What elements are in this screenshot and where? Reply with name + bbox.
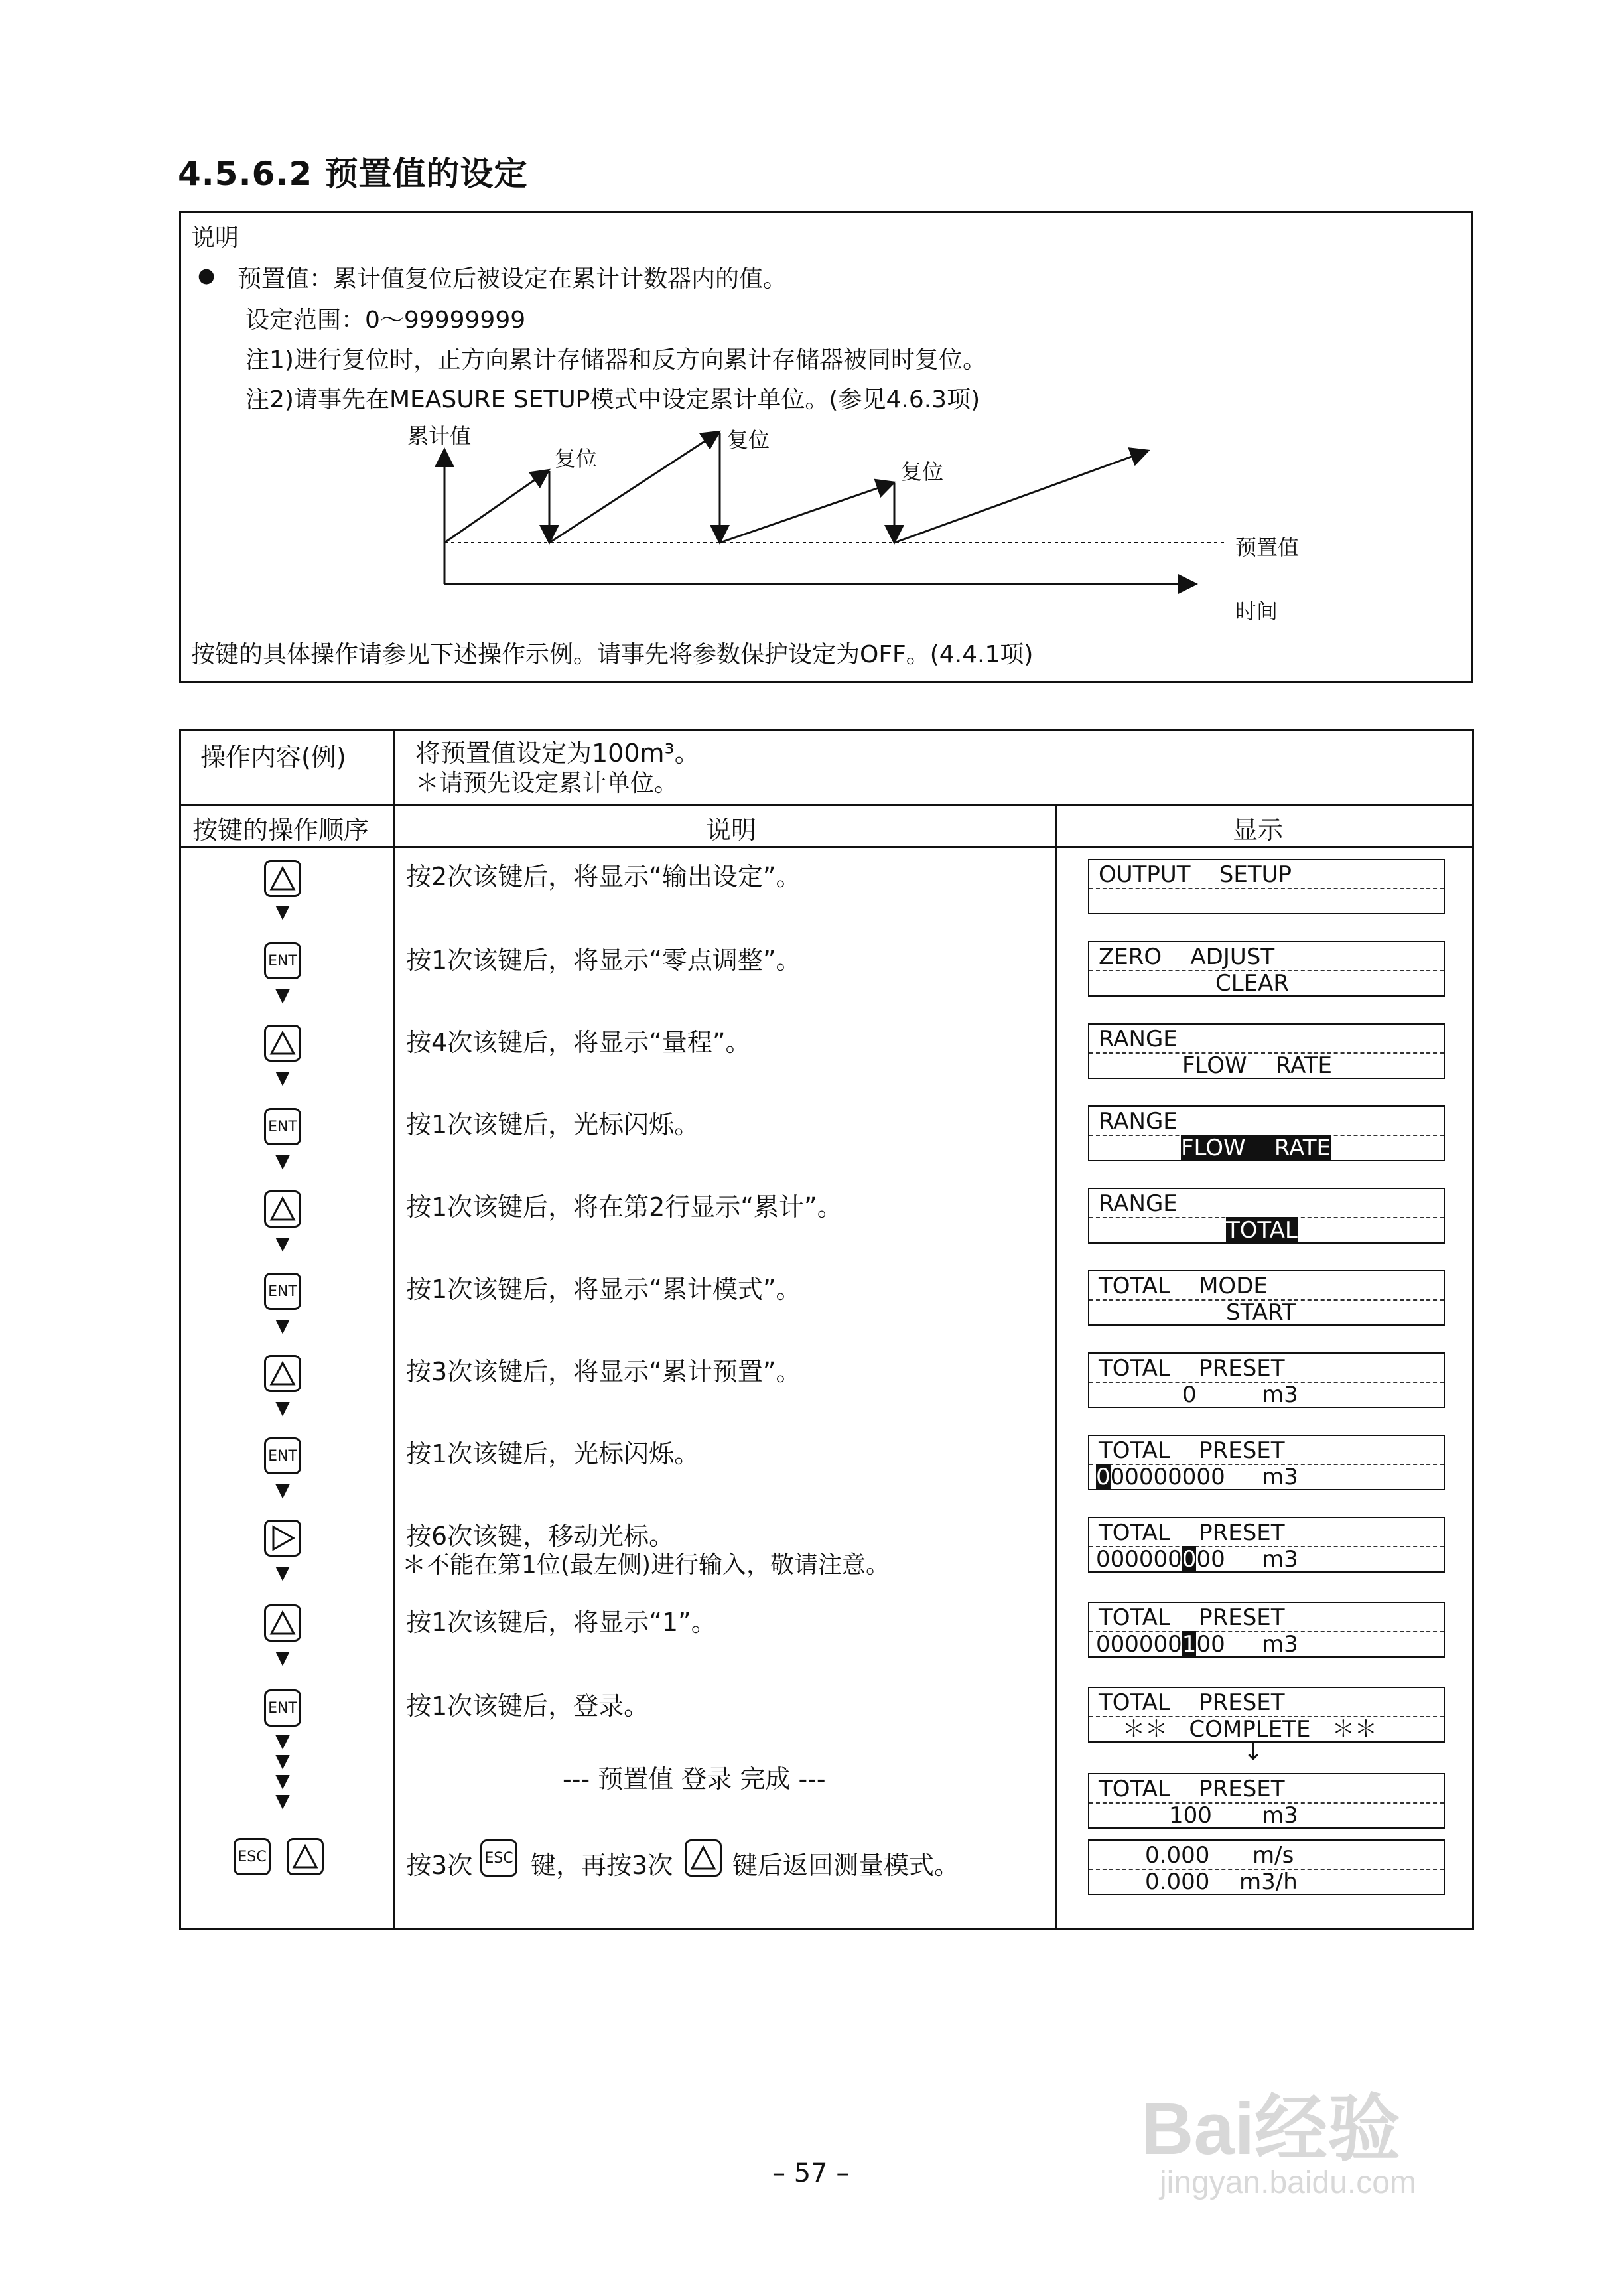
down-pointer-icon: ↓ (1243, 1739, 1264, 1766)
up-triangle-icon (268, 1029, 297, 1058)
lcd-display: TOTAL PRESET 000000000 m3 (1088, 1517, 1445, 1573)
right-key[interactable] (264, 1520, 301, 1557)
up-triangle-icon (268, 864, 297, 893)
row-desc: 按2次该键后，将显示“输出设定”。 (406, 862, 801, 891)
section-heading: 4.5.6.2 预置值的设定 (178, 155, 528, 193)
last-desc-b: 键，再按3次 (531, 1851, 673, 1880)
ent-key[interactable]: ENT (264, 1689, 301, 1727)
ent-key[interactable]: ENT (264, 1108, 301, 1145)
lcd-display: RANGE FLOW RATE (1088, 1023, 1445, 1079)
row-desc: 按1次该键后，将显示“1”。 (406, 1608, 716, 1637)
esc-key[interactable]: ESC (234, 1838, 271, 1875)
row-desc: 按1次该键后，将在第2行显示“累计”。 (406, 1192, 843, 1222)
down-arrow-icon: ▼ (275, 1232, 290, 1254)
row-desc: 按3次该键后，将显示“累计预置”。 (406, 1357, 801, 1386)
right-triangle-icon (268, 1524, 297, 1553)
up-key[interactable] (264, 1355, 301, 1392)
down-arrow-icon: ▼ (275, 1561, 290, 1583)
lcd-display: TOTAL PRESET 000000100 m3 (1088, 1602, 1445, 1658)
graph-xlabel: 时间 (1235, 599, 1278, 624)
graph-ylabel: 累计值 (407, 423, 472, 449)
graph-reset-1: 复位 (555, 446, 598, 471)
up-key[interactable] (264, 1190, 301, 1228)
last-desc-a: 按3次 (406, 1851, 473, 1880)
last-desc-c: 键后返回测量模式。 (732, 1851, 960, 1880)
lcd-display: TOTAL PRESET 100 m3 (1088, 1773, 1445, 1829)
lcd-display: OUTPUT SETUP (1088, 859, 1445, 914)
up-key[interactable] (264, 1604, 301, 1642)
down-arrow-icon: ▼ (275, 1770, 290, 1792)
lcd-display: TOTAL MODE START (1088, 1270, 1445, 1326)
up-triangle-icon (291, 1842, 320, 1871)
row-desc: 按6次该键，移动光标。 (406, 1522, 675, 1551)
down-arrow-icon: ▼ (275, 1315, 290, 1336)
preset-definition: 预置值：累计值复位后被设定在累计计数器内的值。 (237, 265, 787, 293)
esc-key-inline: ESC (480, 1839, 517, 1877)
up-triangle-icon (689, 1843, 718, 1873)
bullet-icon: ● (198, 264, 216, 287)
watermark-url: jingyan.baidu.com (1160, 2165, 1416, 2200)
up-triangle-icon (268, 1194, 297, 1224)
down-arrow-icon: ▼ (275, 984, 290, 1006)
col-header-desc: 说明 (706, 816, 757, 845)
graph-reset-2: 复位 (727, 427, 770, 453)
down-arrow-icon: ▼ (275, 1479, 290, 1501)
down-arrow-icon: ▼ (275, 900, 290, 922)
lcd-display: ZERO ADJUST CLEAR (1088, 941, 1445, 997)
row-desc: 按1次该键后，将显示“零点调整”。 (406, 946, 801, 975)
watermark: Bai经验 (1141, 2088, 1401, 2170)
operation-note: 按键的具体操作请参见下述操作示例。请事先将参数保护设定为OFF。(4.4.1项) (191, 641, 1034, 668)
lcd-display: TOTAL PRESET 000000000 m3 (1088, 1435, 1445, 1490)
lcd-display: 0.000 m/s 0.000 m3/h (1088, 1839, 1445, 1895)
row-desc: 按4次该键后，将显示“量程”。 (406, 1028, 751, 1057)
down-arrow-icon: ▼ (275, 1646, 290, 1668)
lcd-display: RANGE FLOW RATE (1088, 1105, 1445, 1161)
down-arrow-icon: ▼ (275, 1066, 290, 1088)
ent-key[interactable]: ENT (264, 942, 301, 979)
page-number: – 57 – (772, 2158, 850, 2188)
ent-key[interactable]: ENT (264, 1437, 301, 1474)
up-triangle-icon (268, 1359, 297, 1388)
setting-range: 设定范围：0～99999999 (245, 307, 526, 334)
up-key[interactable] (264, 1025, 301, 1062)
explanation-title: 说明 (191, 224, 239, 251)
down-arrow-icon: ▼ (275, 1730, 290, 1752)
note-1: 注1)进行复位时，正方向累计存储器和反方向累计存储器被同时复位。 (245, 346, 986, 374)
up-triangle-icon (268, 1608, 297, 1638)
row-desc: 按1次该键后，光标闪烁。 (406, 1439, 700, 1468)
col-header-display: 显示 (1233, 816, 1284, 845)
row-desc: 按1次该键后，登录。 (406, 1691, 649, 1721)
up-key[interactable] (264, 860, 301, 897)
down-arrow-icon: ▼ (275, 1150, 290, 1172)
row-desc-note: ＊不能在第1位(最左侧)进行输入，敬请注意。 (402, 1551, 890, 1579)
reset-graph (398, 418, 1327, 630)
ent-key[interactable]: ENT (264, 1273, 301, 1310)
down-arrow-icon: ▼ (275, 1397, 290, 1419)
up-key-inline (685, 1839, 722, 1877)
complete-text: --- 预置值 登录 完成 --- (563, 1764, 826, 1794)
lcd-display: TOTAL PRESET ＊＊ COMPLETE ＊＊ (1088, 1687, 1445, 1743)
op-content-note: ＊请预先设定累计单位。 (415, 770, 679, 797)
lcd-display: TOTAL PRESET 0 m3 (1088, 1352, 1445, 1408)
op-content-label: 操作内容(例) (200, 743, 346, 772)
down-arrow-icon: ▼ (275, 1790, 290, 1812)
graph-reset-3: 复位 (901, 459, 944, 484)
row-desc: 按1次该键后，将显示“累计模式”。 (406, 1275, 801, 1304)
row-desc: 按1次该键后，光标闪烁。 (406, 1110, 700, 1139)
lcd-display: RANGE TOTAL (1088, 1188, 1445, 1244)
col-header-keys: 按键的操作顺序 (192, 816, 370, 845)
graph-preset-label: 预置值 (1235, 535, 1300, 560)
down-arrow-icon: ▼ (275, 1750, 290, 1772)
up-key[interactable] (287, 1838, 324, 1875)
note-2: 注2)请事先在MEASURE SETUP模式中设定累计单位。(参见4.6.3项) (245, 386, 981, 413)
op-content-text: 将预置值设定为100m³。 (415, 739, 700, 768)
